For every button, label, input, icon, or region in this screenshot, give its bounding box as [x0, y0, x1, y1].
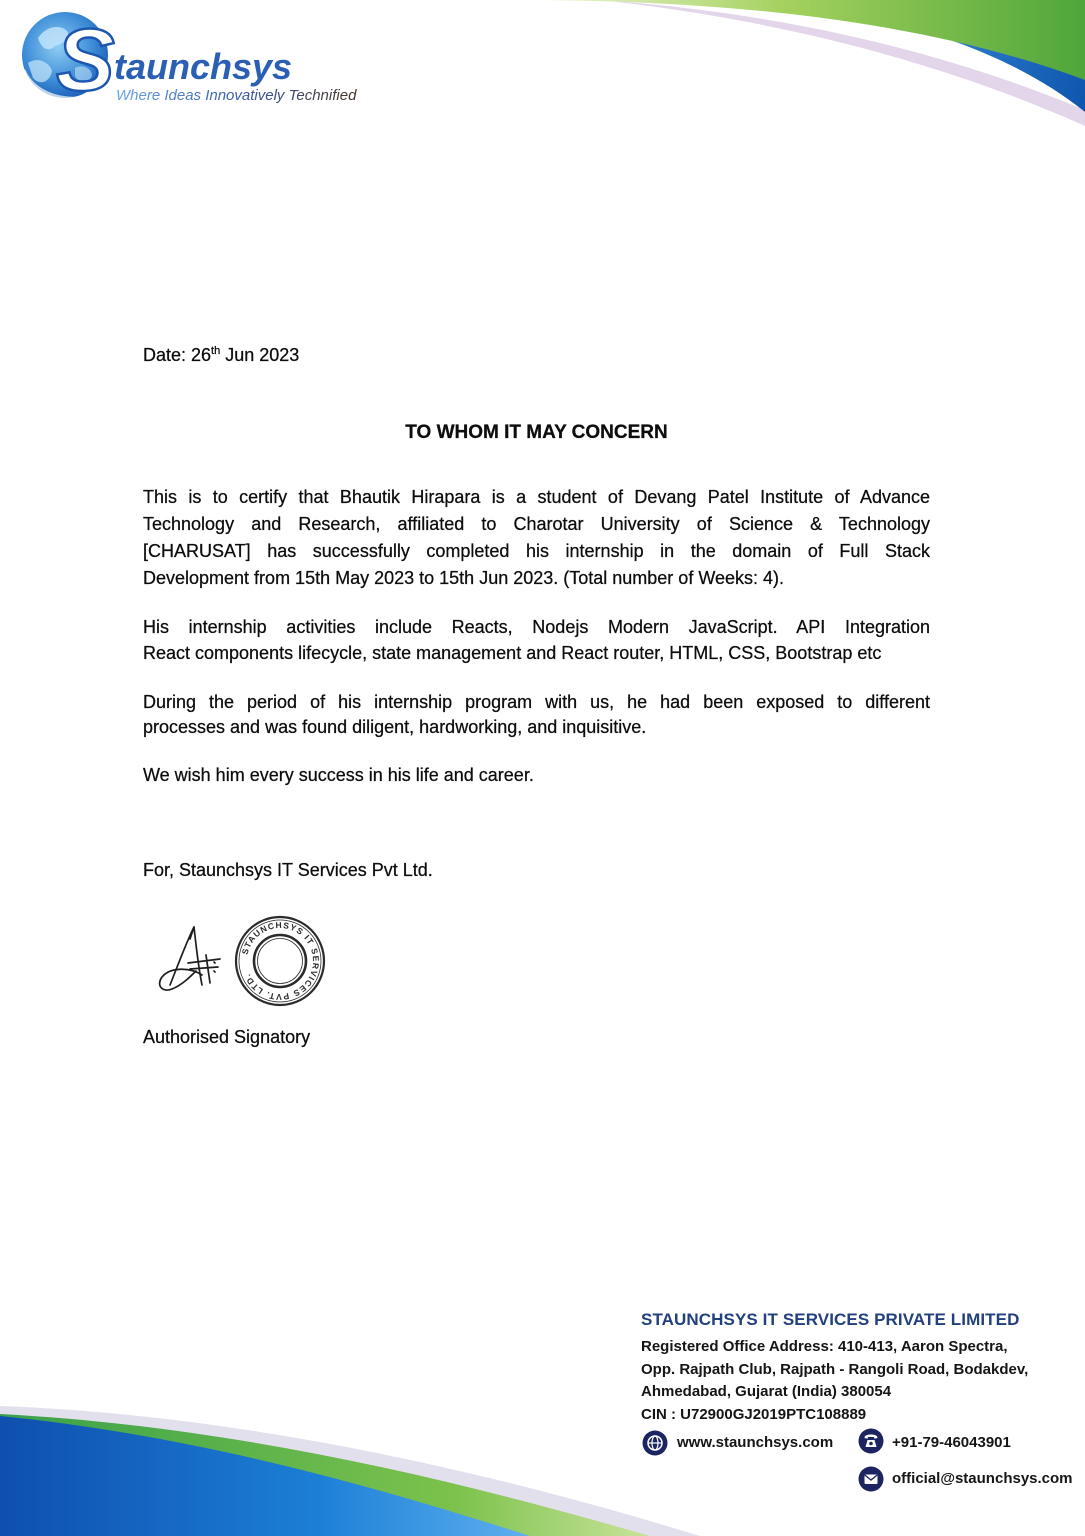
paragraph-line: processes and was found diligent, hardworking, and inquisitive.: [143, 717, 647, 737]
letter-heading: TO WHOM IT MAY CONCERN: [405, 422, 668, 443]
handwritten-signature: [160, 927, 220, 990]
paragraph-line: Development from 15th May 2023 to 15th Jun 2023. (Total number of Weeks: 4).: [143, 568, 785, 588]
paragraph-line: React components lifecycle, state management and React router, HTML, CSS, Bootstrap etc: [143, 643, 882, 663]
paragraph-line: Technology and Research, affiliated to Charotar University of Science & Technology: [143, 514, 930, 534]
date-month-year: Jun 2023: [225, 345, 300, 365]
phone-icon: [858, 1428, 884, 1454]
logo-wordmark: taunchsys: [114, 46, 293, 87]
letter-date: [143, 342, 930, 371]
paragraph-line: During the period of his internship program with us, he had been exposed to different: [143, 692, 930, 712]
signatory-label: Authorised Signatory: [143, 1027, 311, 1047]
email-text: official@staunchsys.com: [892, 1470, 1073, 1487]
logo-letter: S: [56, 10, 115, 108]
company-sign-off: For, Staunchsys IT Services Pvt Ltd.: [143, 860, 433, 880]
paragraph-line: This is to certify that Bhautik Hirapara is a student of Devang Patel Institute of Advance: [143, 487, 930, 507]
website-text: www.staunchsys.com: [677, 1434, 834, 1451]
date-prefix: Date: 26: [143, 345, 212, 365]
footer-swoosh: [0, 1400, 700, 1536]
date-ordinal-suffix: th: [211, 345, 221, 357]
paragraph-conduct: [143, 690, 930, 740]
address-line: Opp. Rajpath Club, Rajpath - Rangoli Road, Bodakdev,: [641, 1360, 1029, 1378]
signature-stamp-area: [150, 905, 350, 1015]
email-icon: [858, 1466, 884, 1492]
company-logo: [20, 8, 380, 108]
paragraph-line: [CHARUSAT] has successfully completed his internship in the domain of Full Stack: [143, 541, 930, 561]
paragraph-line: His internship activities include Reacts, Nodejs Modern JavaScript. API Integration: [143, 617, 930, 637]
header-swoosh-green: [540, 0, 1085, 80]
phone-text: +91-79-46043901: [892, 1434, 1011, 1451]
cin-number: CIN : U72900GJ2019PTC108889: [641, 1405, 867, 1423]
paragraph-wishes: [143, 762, 930, 788]
stamp-text: STAUNCHSYS IT SERVICES PVT. LTD.: [239, 919, 322, 1003]
logo-tagline: Where Ideas Innovatively Technified: [116, 87, 357, 104]
paragraph-activities: [143, 614, 930, 666]
address-line: Ahmedabad, Gujarat (India) 380054: [641, 1383, 892, 1400]
address-line: Registered Office Address: 410-413, Aaron Spectra,: [641, 1338, 1008, 1355]
paragraph-line: We wish him every success in his life and career.: [143, 765, 534, 785]
footer-company-name: STAUNCHSYS IT SERVICES PRIVATE LIMITED: [641, 1310, 1020, 1329]
company-stamp: [236, 917, 324, 1005]
paragraph-certification: [143, 484, 930, 592]
